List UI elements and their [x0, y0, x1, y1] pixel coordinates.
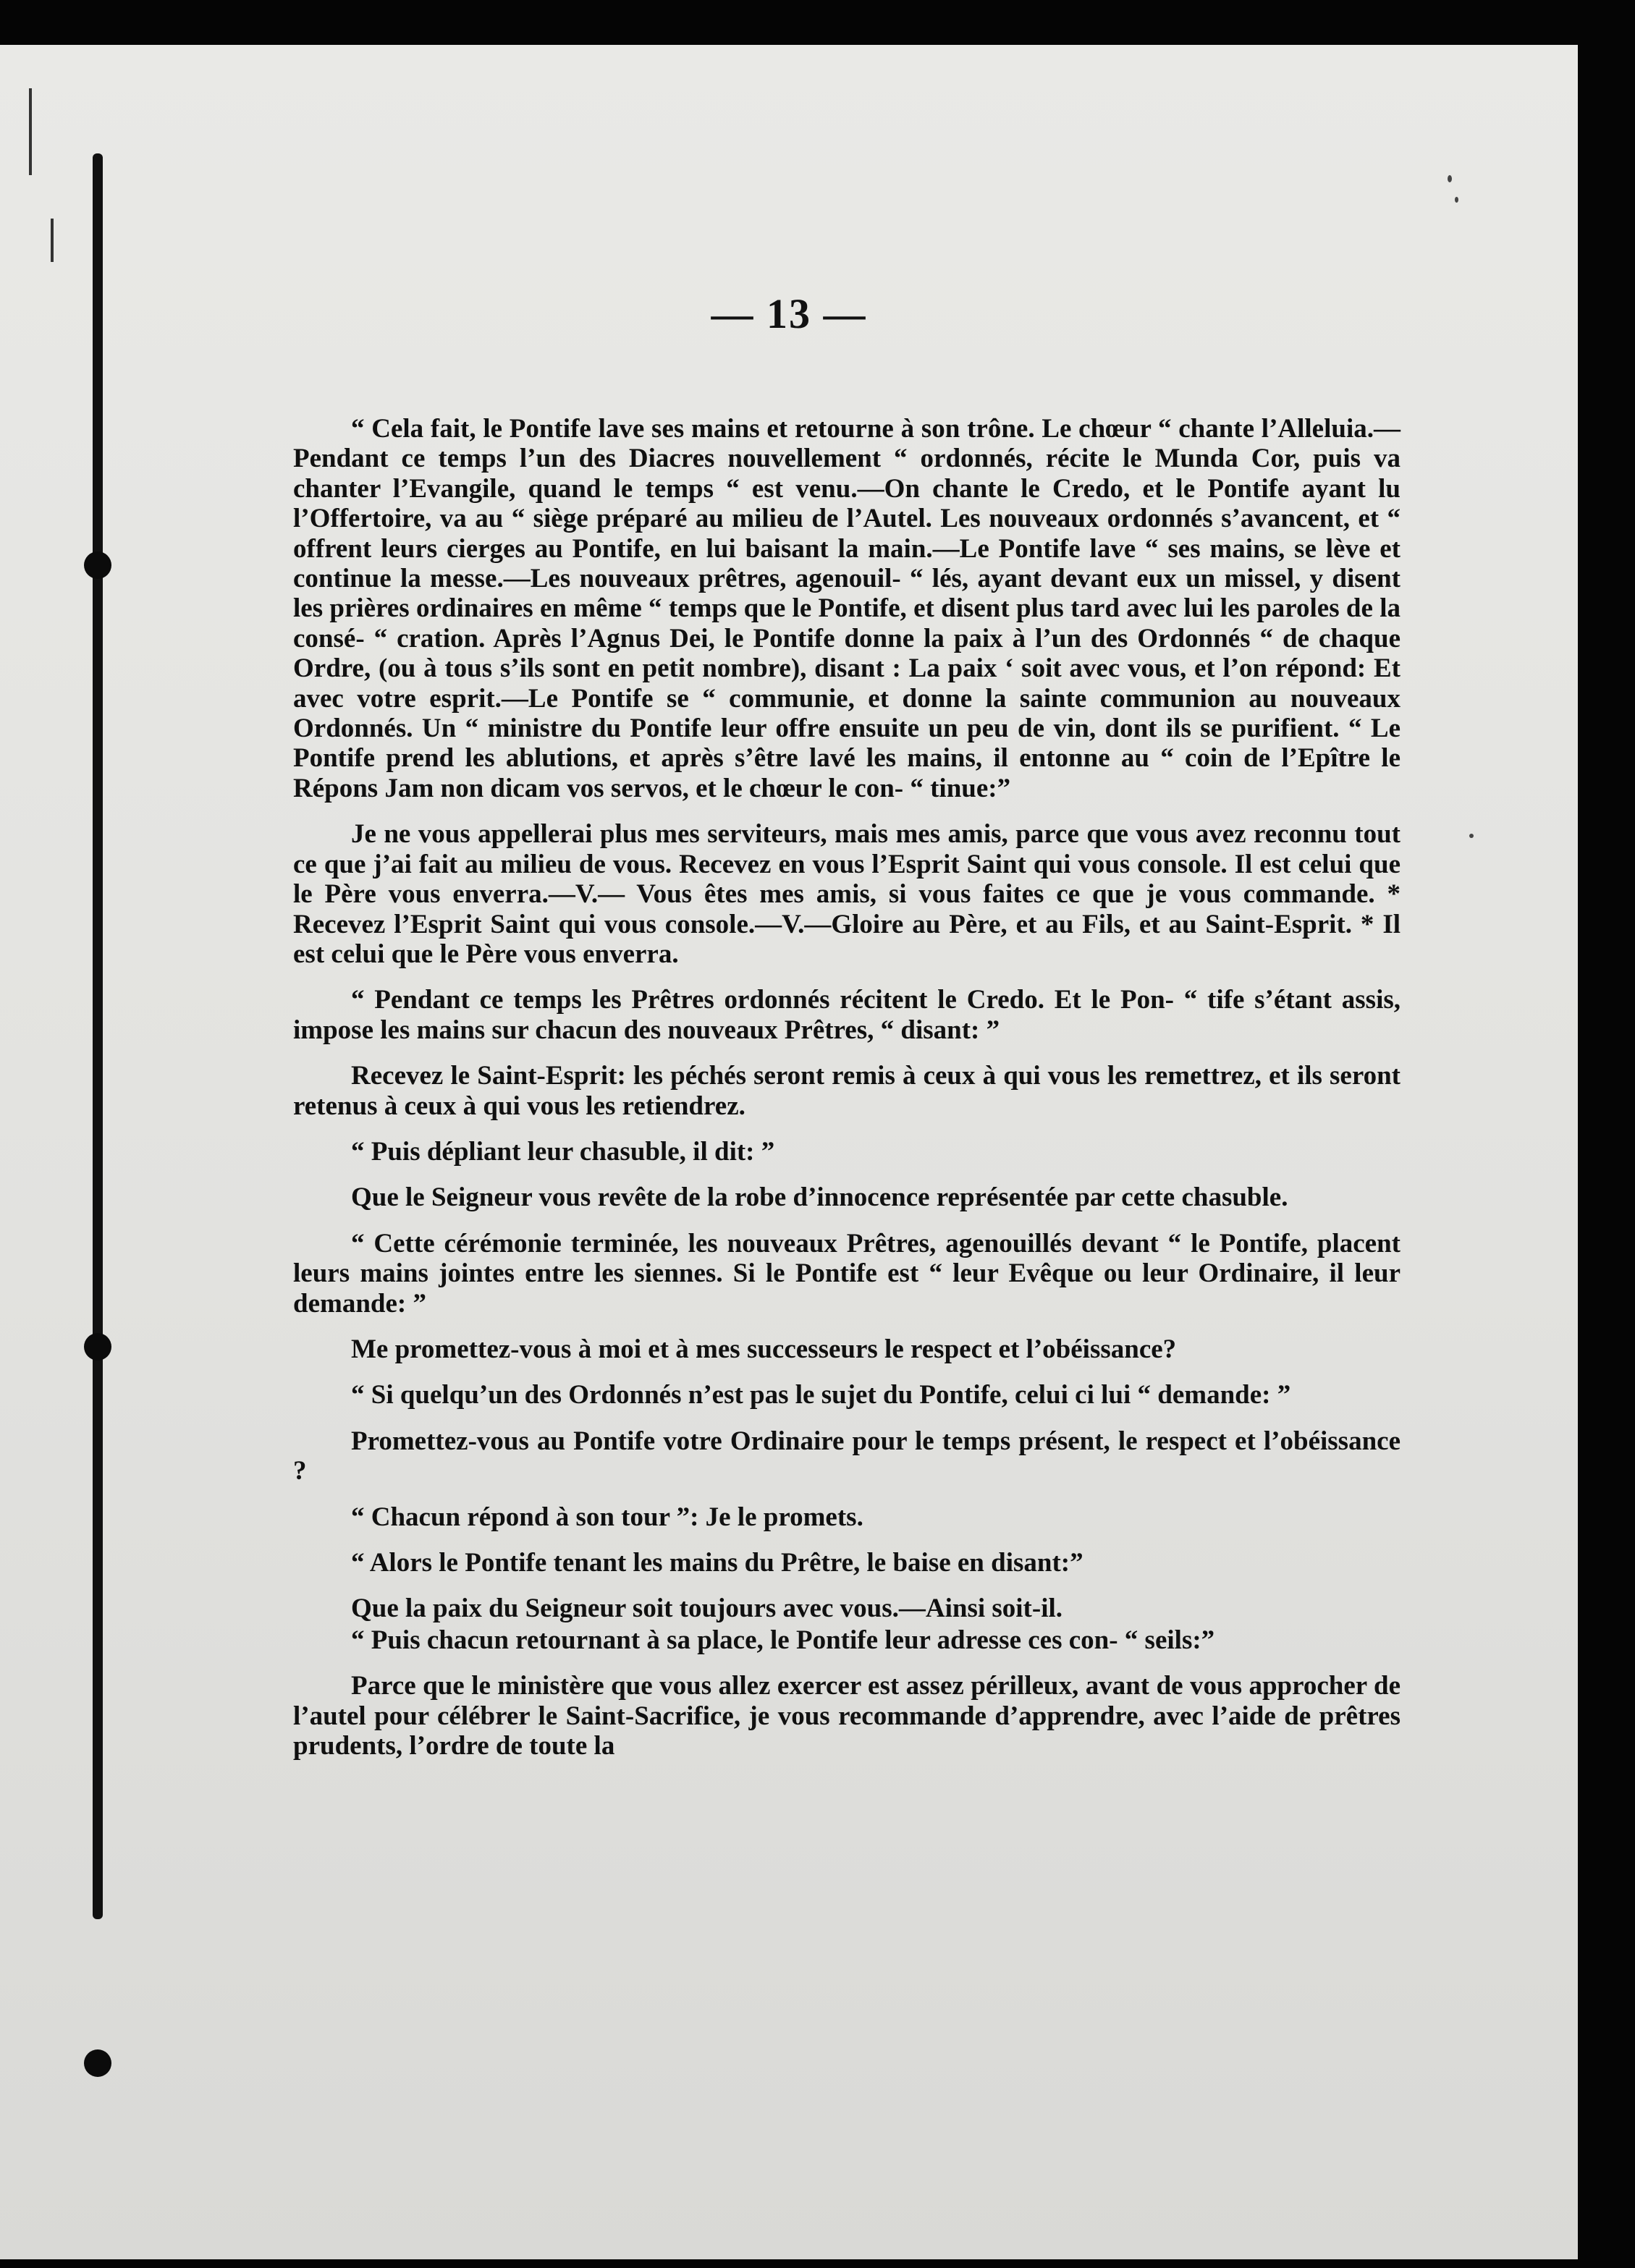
paragraph: Que le Seigneur vous revête de la robe d’innocence représentée par cette chasuble.	[351, 1182, 1288, 1213]
page-edge-mark	[51, 219, 54, 262]
paragraph: “ Puis chacun retournant à sa place, le Pontife leur adresse ces con- “ seils:”	[351, 1625, 1215, 1655]
binding-hole	[84, 1333, 111, 1361]
scan-speck	[1469, 834, 1474, 838]
binding-strip	[93, 153, 103, 1919]
scan-speck	[1448, 175, 1452, 182]
paragraph: Recevez le Saint-Esprit: les péchés seront remis à ceux à qui vous les remettrez, et ils seront retenus à ceux à qui vous les retiendrez.	[293, 1061, 1400, 1121]
paragraph: “ Alors le Pontife tenant les mains du Prêtre, le baise en disant:”	[351, 1548, 1083, 1578]
paragraph: “ Chacun répond à son tour ”: Je le promets.	[351, 1502, 863, 1532]
page-edge-mark	[29, 88, 32, 175]
paragraph: “ Cette cérémonie terminée, les nouveaux Prêtres, agenouillés devant “ le Pontife, placent leurs mains jointes entre les siennes. Si le Pontife est “ leur Evêque ou leur Ordinaire, il leur demande: ”	[293, 1228, 1400, 1319]
scanned-page	[0, 45, 1578, 2259]
paragraph: Parce que le ministère que vous allez exercer est assez périlleux, avant de vous approcher de l’autel pour célébrer le Saint-Sacrifice, je vous recommande d’apprendre, avec l’aide de prêtres prudents, l’ordre de toute la	[293, 1671, 1400, 1761]
paragraph: “ Pendant ce temps les Prêtres ordonnés récitent le Credo. Et le Pon- “ tife s’étant assis, impose les mains sur chacun des nouveaux Prêtres, “ disant: ”	[293, 985, 1400, 1045]
paragraph: “ Cela fait, le Pontife lave ses mains et retourne à son trône. Le chœur “ chante l’Alleluia.— Pendant ce temps l’un des Diacres nouvellement “ ordonnés, récite le Munda Cor, puis va chanter l’Evangile, quand le temps “ est venu.—On chante le Credo, et le Pontife ayant lu l’Offertoire, va au “ siège préparé au milieu de l’Autel. Les nouveaux ordonnés s’avancent, et “ offrent leurs cierges au Pontife, en lui baisant la main.—Le Pontife lave “ ses mains, se lève et continue la messe.—Les nouveaux prêtres, agenouil- “ lés, ayant devant eux un missel, y disent les prières ordinaires en même “ temps que le Pontife, et disent plus tard avec lui les paroles de la consé- “ cration. Après l’Agnus Dei, le Pontife donne la paix à l’un des Ordonnés “ de chaque Ordre, (ou à tous s’ils sont en petit nombre), disant : La paix ‘ soit avec vous, et l’on répond: Et avec votre esprit.—Le Pontife se “ communie, et donne la sainte communion au nouveaux Ordonnés. Un “ ministre du Pontife leur offre ensuite un peu de vin, dont ils se purifient. “ Le Pontife prend les ablutions, et après s’être lavé les mains, il entonne au “ coin de l’Epître le Répons Jam non dicam vos servos, et le chœur le con- “ tinue:”	[293, 414, 1400, 803]
paragraph: Je ne vous appellerai plus mes serviteurs, mais mes amis, parce que vous avez reconnu tout ce que j’ai fait au milieu de vous. Recevez en vous l’Esprit Saint qui vous console. Il est celui que le Père vous enverra.—V.— Vous êtes mes amis, si vous faites ce que je vous commande. * Recevez l’Esprit Saint qui vous console.—V.—Gloire au Père, et au Fils, et au Saint-Esprit. * Il est celui que le Père vous enverra.	[293, 819, 1400, 969]
paragraph: “ Si quelqu’un des Ordonnés n’est pas le sujet du Pontife, celui ci lui “ demande: ”	[351, 1380, 1291, 1410]
binding-hole	[84, 2049, 111, 2077]
body-text	[293, 414, 1400, 1777]
paragraph: Que la paix du Seigneur soit toujours avec vous.—Ainsi soit-il.	[351, 1594, 1063, 1624]
binding-hole	[84, 551, 111, 579]
scan-speck	[1455, 197, 1458, 203]
page-number: — 13 —	[711, 290, 867, 337]
paragraph: “ Puis dépliant leur chasuble, il dit: ”	[351, 1136, 775, 1167]
paragraph: Promettez-vous au Pontife votre Ordinaire pour le temps présent, le respect et l’obéissance ?	[293, 1426, 1400, 1486]
paragraph: Me promettez-vous à moi et à mes successeurs le respect et l’obéissance?	[351, 1334, 1177, 1364]
